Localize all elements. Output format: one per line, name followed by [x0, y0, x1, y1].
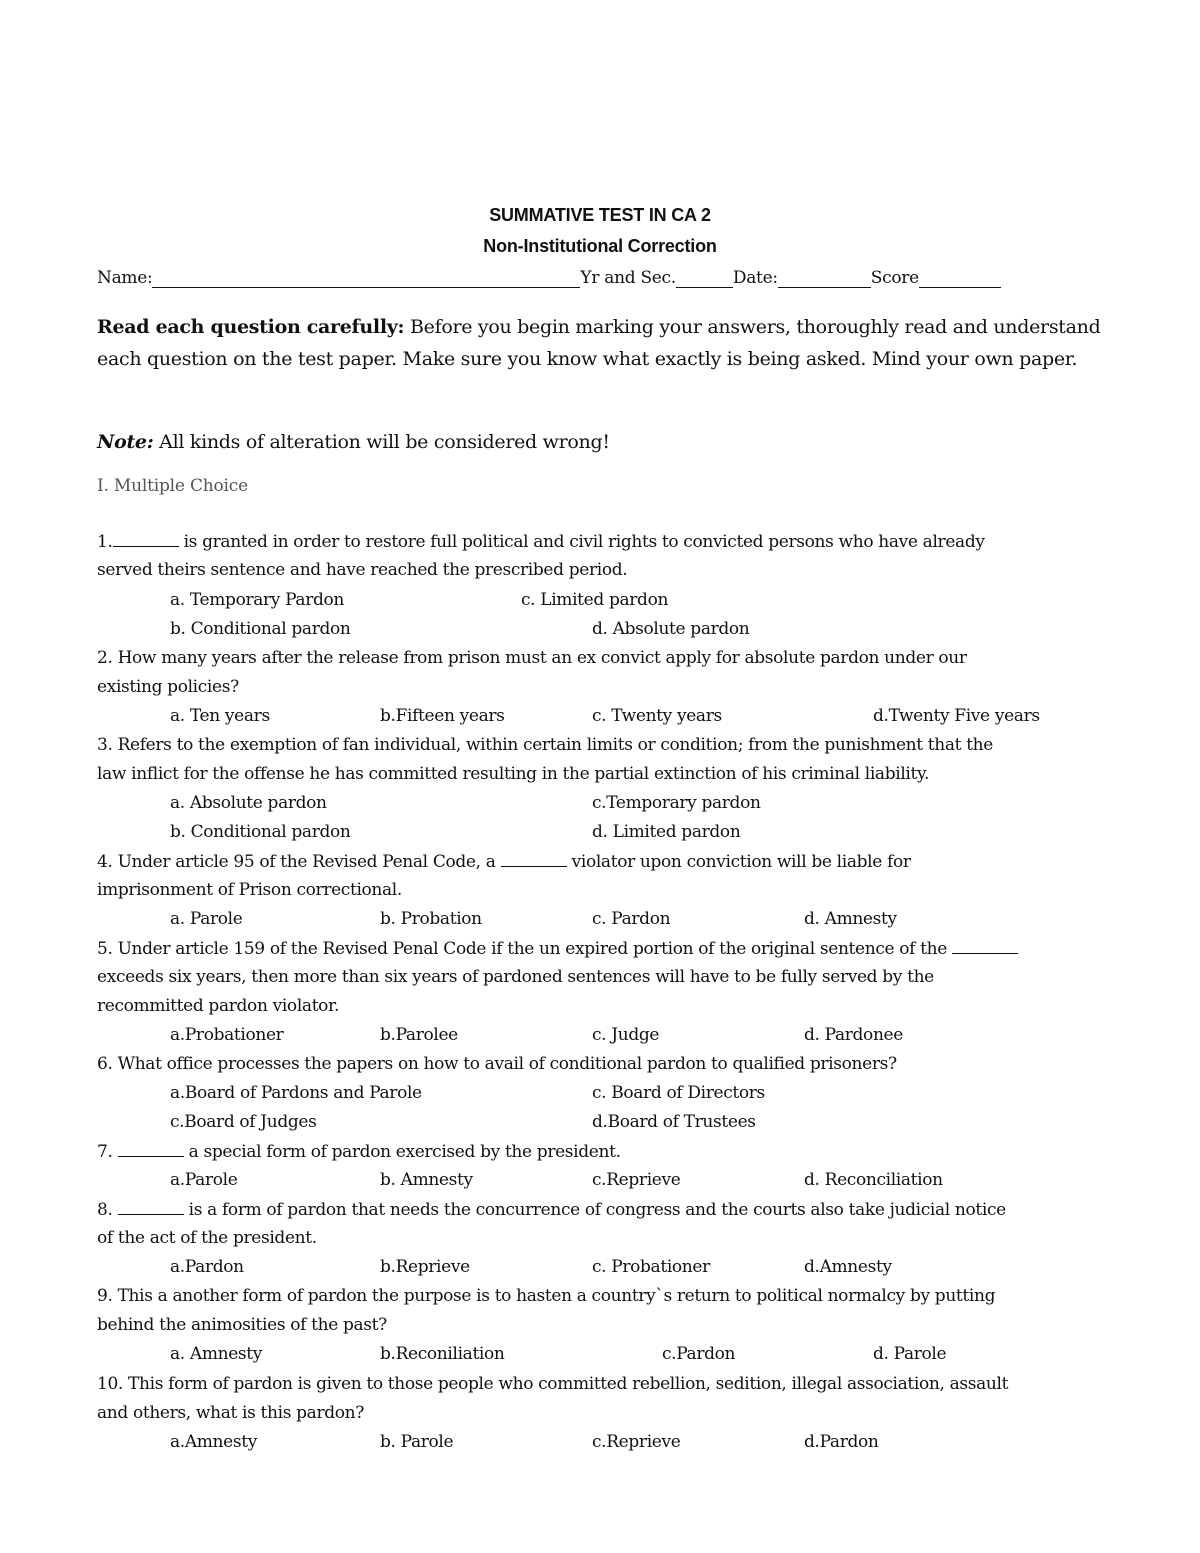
question-3 — [97, 731, 1117, 789]
question-text: 10. This form of pardon is given to those people who committed rebellion, sedition, illegal association, assault — [97, 1374, 1009, 1394]
option: a.Probationer — [170, 1025, 284, 1045]
option: c.Pardon — [662, 1344, 736, 1364]
instructions-text: Before you begin marking your answers, thoroughly read and understand each question on the test paper. Make sure you know what exactly is being asked. Mind your own paper. — [97, 316, 1101, 370]
option: a. Absolute pardon — [170, 793, 327, 813]
option: b. Conditional pardon — [170, 822, 351, 842]
question-text: 1. — [97, 532, 113, 552]
student-info-line — [97, 267, 1027, 291]
question-text: 9. This a another form of pardon the purpose is to hasten a country`s return to political normalcy by putting — [97, 1286, 996, 1306]
question-4 — [97, 847, 1117, 905]
question-text: served theirs sentence and have reached the prescribed period. — [97, 560, 628, 580]
question-2 — [97, 644, 1117, 702]
question-text: a special form of pardon exercised by the president. — [183, 1142, 621, 1162]
question-text: exceeds six years, then more than six years of pardoned sentences will have to be fully served by the — [97, 967, 934, 987]
question-text: and others, what is this pardon? — [97, 1403, 365, 1423]
score-label: Score — [870, 268, 919, 288]
option: a.Parole — [170, 1170, 238, 1190]
question-text: of the act of the president. — [97, 1228, 317, 1248]
option: b. Conditional pardon — [170, 619, 351, 639]
option: c. Pardon — [592, 909, 671, 929]
option: d. Limited pardon — [592, 822, 741, 842]
option: a.Board of Pardons and Parole — [170, 1083, 422, 1103]
note-paragraph — [97, 426, 1107, 458]
note-lead: Note: — [97, 431, 154, 453]
answer-blank — [501, 847, 567, 867]
answer-blank — [118, 1137, 184, 1157]
option: b.Parolee — [380, 1025, 458, 1045]
question-text: 8. — [97, 1200, 118, 1220]
option: d.Pardon — [804, 1432, 879, 1452]
instructions-lead: Read each question carefully: — [97, 316, 405, 338]
question-text — [97, 847, 1117, 876]
question-text — [97, 1137, 1117, 1166]
question-text: law inflict for the offense he has committed resulting in the partial extinction of his criminal liability. — [97, 764, 930, 784]
question-text — [97, 934, 1117, 963]
page-subtitle: Non-Institutional Correction — [483, 236, 717, 256]
option: c. Judge — [592, 1025, 660, 1045]
option: a. Ten years — [170, 706, 270, 726]
date-label: Date: — [732, 268, 778, 288]
question-5 — [97, 934, 1117, 1021]
yr-sec-blank — [676, 267, 733, 288]
option: b. Amnesty — [380, 1170, 473, 1190]
option: a. Amnesty — [170, 1344, 263, 1364]
question-8 — [97, 1195, 1117, 1253]
question-6 — [97, 1050, 1117, 1079]
option: d. Amnesty — [804, 909, 897, 929]
question-text: is a form of pardon that needs the concurrence of congress and the courts also take judicial notice — [183, 1200, 1006, 1220]
yr-sec-label: Yr and Sec. — [580, 268, 676, 288]
question-text: recommitted pardon violator. — [97, 996, 340, 1016]
option: a. Temporary Pardon — [170, 590, 345, 610]
question-text: behind the animosities of the past? — [97, 1315, 387, 1335]
question-text: imprisonment of Prison correctional. — [97, 880, 402, 900]
option: a.Pardon — [170, 1257, 244, 1277]
question-1 — [97, 527, 1117, 585]
question-text: violator upon conviction will be liable for — [566, 852, 911, 872]
question-text: 6. What office processes the papers on how to avail of conditional pardon to qualified prisoners? — [97, 1054, 897, 1074]
option: c. Limited pardon — [521, 590, 669, 610]
date-blank — [778, 267, 871, 288]
question-text: 2. How many years after the release from prison must an ex convict apply for absolute pardon under our — [97, 648, 967, 668]
option: b.Reprieve — [380, 1257, 470, 1277]
option: c. Twenty years — [592, 706, 722, 726]
option: b. Parole — [380, 1432, 454, 1452]
option: c.Reprieve — [592, 1170, 681, 1190]
answer-blank — [113, 527, 179, 547]
question-text: 3. Refers to the exemption of fan individual, within certain limits or condition; from the punishment that the — [97, 735, 993, 755]
option: c. Board of Directors — [592, 1083, 765, 1103]
question-text: is granted in order to restore full political and civil rights to convicted persons who have already — [178, 532, 985, 552]
question-text — [97, 1195, 1117, 1224]
name-label: Name: — [97, 268, 153, 288]
option: d.Amnesty — [804, 1257, 892, 1277]
question-text — [97, 527, 1117, 556]
option: b. Probation — [380, 909, 482, 929]
section-title: I. Multiple Choice — [97, 476, 248, 496]
option: a.Amnesty — [170, 1432, 257, 1452]
question-text: 5. Under article 159 of the Revised Penal Code if the un expired portion of the original sentence of the — [97, 939, 952, 959]
option: c. Probationer — [592, 1257, 710, 1277]
option: b.Reconiliation — [380, 1344, 505, 1364]
option: c.Temporary pardon — [592, 793, 761, 813]
instructions-paragraph — [97, 311, 1107, 375]
question-text: 4. Under article 95 of the Revised Penal Code, a — [97, 852, 501, 872]
page-title: SUMMATIVE TEST IN CA 2 — [489, 205, 711, 225]
note-text: All kinds of alteration will be considered wrong! — [153, 431, 610, 453]
score-blank — [919, 267, 1001, 288]
option: d. Reconciliation — [804, 1170, 943, 1190]
question-text: 7. — [97, 1142, 118, 1162]
option: c.Board of Judges — [170, 1112, 317, 1132]
option: c.Reprieve — [592, 1432, 681, 1452]
option: b.Fifteen years — [380, 706, 505, 726]
option: d. Parole — [873, 1344, 947, 1364]
name-blank — [152, 267, 580, 288]
question-text: existing policies? — [97, 677, 239, 697]
question-10 — [97, 1370, 1117, 1428]
option: d.Twenty Five years — [873, 706, 1040, 726]
option: d. Absolute pardon — [592, 619, 750, 639]
question-9 — [97, 1282, 1117, 1340]
answer-blank — [118, 1195, 184, 1215]
option: a. Parole — [170, 909, 243, 929]
answer-blank — [952, 934, 1018, 954]
question-7 — [97, 1137, 1117, 1166]
option: d. Pardonee — [804, 1025, 903, 1045]
option: d.Board of Trustees — [592, 1112, 756, 1132]
